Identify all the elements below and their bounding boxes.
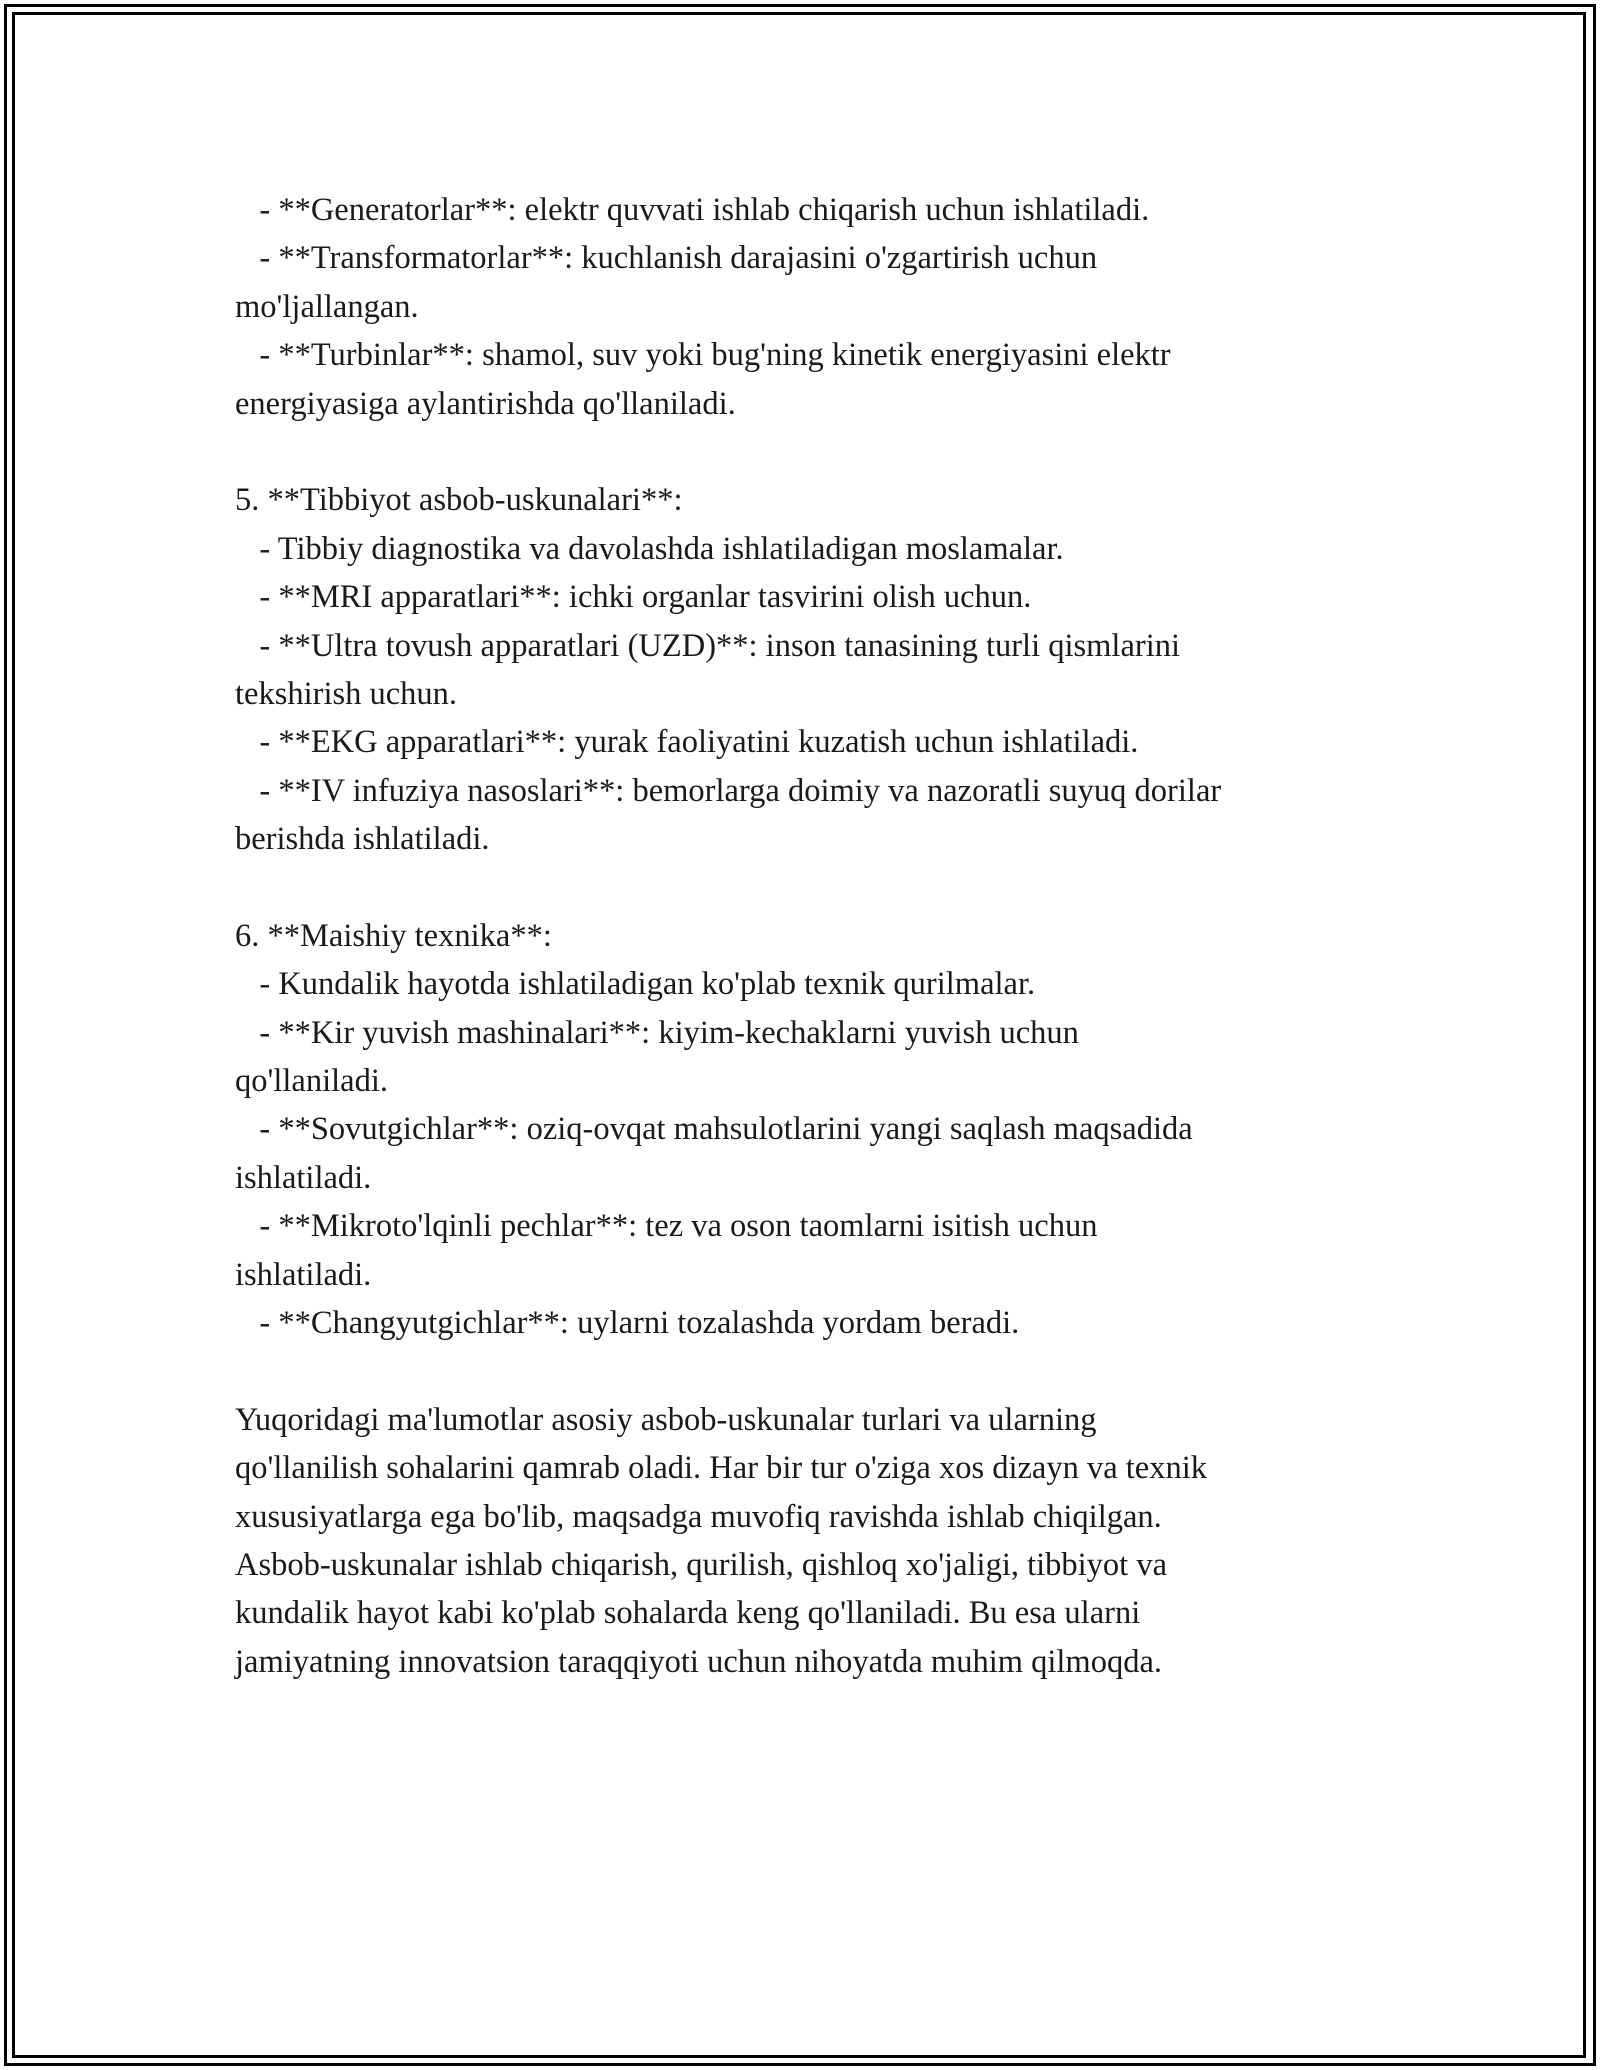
text-line: - **EKG apparatlari**: yurak faoliyatini kuzatish uchun ishlatiladi.: [235, 724, 1139, 761]
text-line: qo'llanilish sohalarini qamrab oladi. Har bir tur o'ziga xos dizayn va texnik: [235, 1450, 1208, 1487]
blank-line: [235, 1347, 1375, 1395]
text-line: - **IV infuziya nasoslari**: bemorlarga doimiy va nazoratli suyuq dorilar: [235, 772, 1222, 809]
text-line: xususiyatlarga ega bo'lib, maqsadga muvofiq ravishda ishlab chiqilgan.: [235, 1498, 1162, 1535]
text-line: - **Generatorlar**: elektr quvvati ishlab chiqarish uchun ishlatiladi.: [235, 192, 1150, 228]
text-line: tekshirish uchun.: [235, 675, 458, 712]
text-line: energiyasiga aylantirishda qo'llaniladi.: [235, 385, 736, 422]
text-line: - **Changyutgichlar**: uylarni tozalashda yordam beradi.: [235, 1304, 1020, 1341]
text-line: Yuqoridagi ma'lumotlar asosiy asbob-uskunalar turlari va ularning: [235, 1401, 1097, 1438]
text-line: kundalik hayot kabi ko'plab sohalarda keng qo'llaniladi. Bu esa ularni: [235, 1595, 1141, 1632]
text-line: - **MRI apparatlari**: ichki organlar tasvirini olish uchun.: [235, 579, 1032, 616]
text-line: 6. **Maishiy texnika**:: [235, 917, 552, 954]
text-line: berishda ishlatiladi.: [235, 821, 490, 858]
text-line: - **Kir yuvish mashinalari**: kiyim-kechaklarni yuvish uchun: [235, 1014, 1079, 1051]
text-line: ishlatiladi.: [235, 1256, 372, 1293]
text-line: jamiyatning innovatsion taraqqiyoti uchun nihoyatda muhim qilmoqda.: [235, 1643, 1163, 1680]
text-line: - **Transformatorlar**: kuchlanish darajasini o'zgartirish uchun: [235, 240, 1098, 277]
blank-line: [235, 863, 1375, 911]
text-line: Asbob-uskunalar ishlab chiqarish, qurilish, qishloq xo'jaligi, tibbiyot va: [235, 1546, 1168, 1583]
text-line: mo'ljallangan.: [235, 288, 419, 325]
text-line: 5. **Tibbiyot asbob-uskunalari**:: [235, 482, 683, 519]
blank-line: [235, 428, 1375, 476]
text-line: - **Mikroto'lqinli pechlar**: tez va oson taomlarni isitish uchun: [235, 1208, 1098, 1245]
text-line: ishlatiladi.: [235, 1159, 372, 1196]
text-line: - **Turbinlar**: shamol, suv yoki bug'ning kinetik energiyasini elektr: [235, 337, 1171, 374]
text-line: - **Sovutgichlar**: oziq-ovqat mahsulotlarini yangi saqlash maqsadida: [235, 1111, 1193, 1148]
text-line: - Kundalik hayotda ishlatiladigan ko'plab texnik qurilmalar.: [235, 966, 1036, 1003]
text-line: - **Ultra tovush apparatlari (UZD)**: inson tanasining turli qismlarini: [235, 627, 1181, 664]
document-body: [235, 186, 1375, 1686]
text-line: - Tibbiy diagnostika va davolashda ishlatiladigan moslamalar.: [235, 530, 1064, 567]
text-line: qo'llaniladi.: [235, 1063, 388, 1100]
